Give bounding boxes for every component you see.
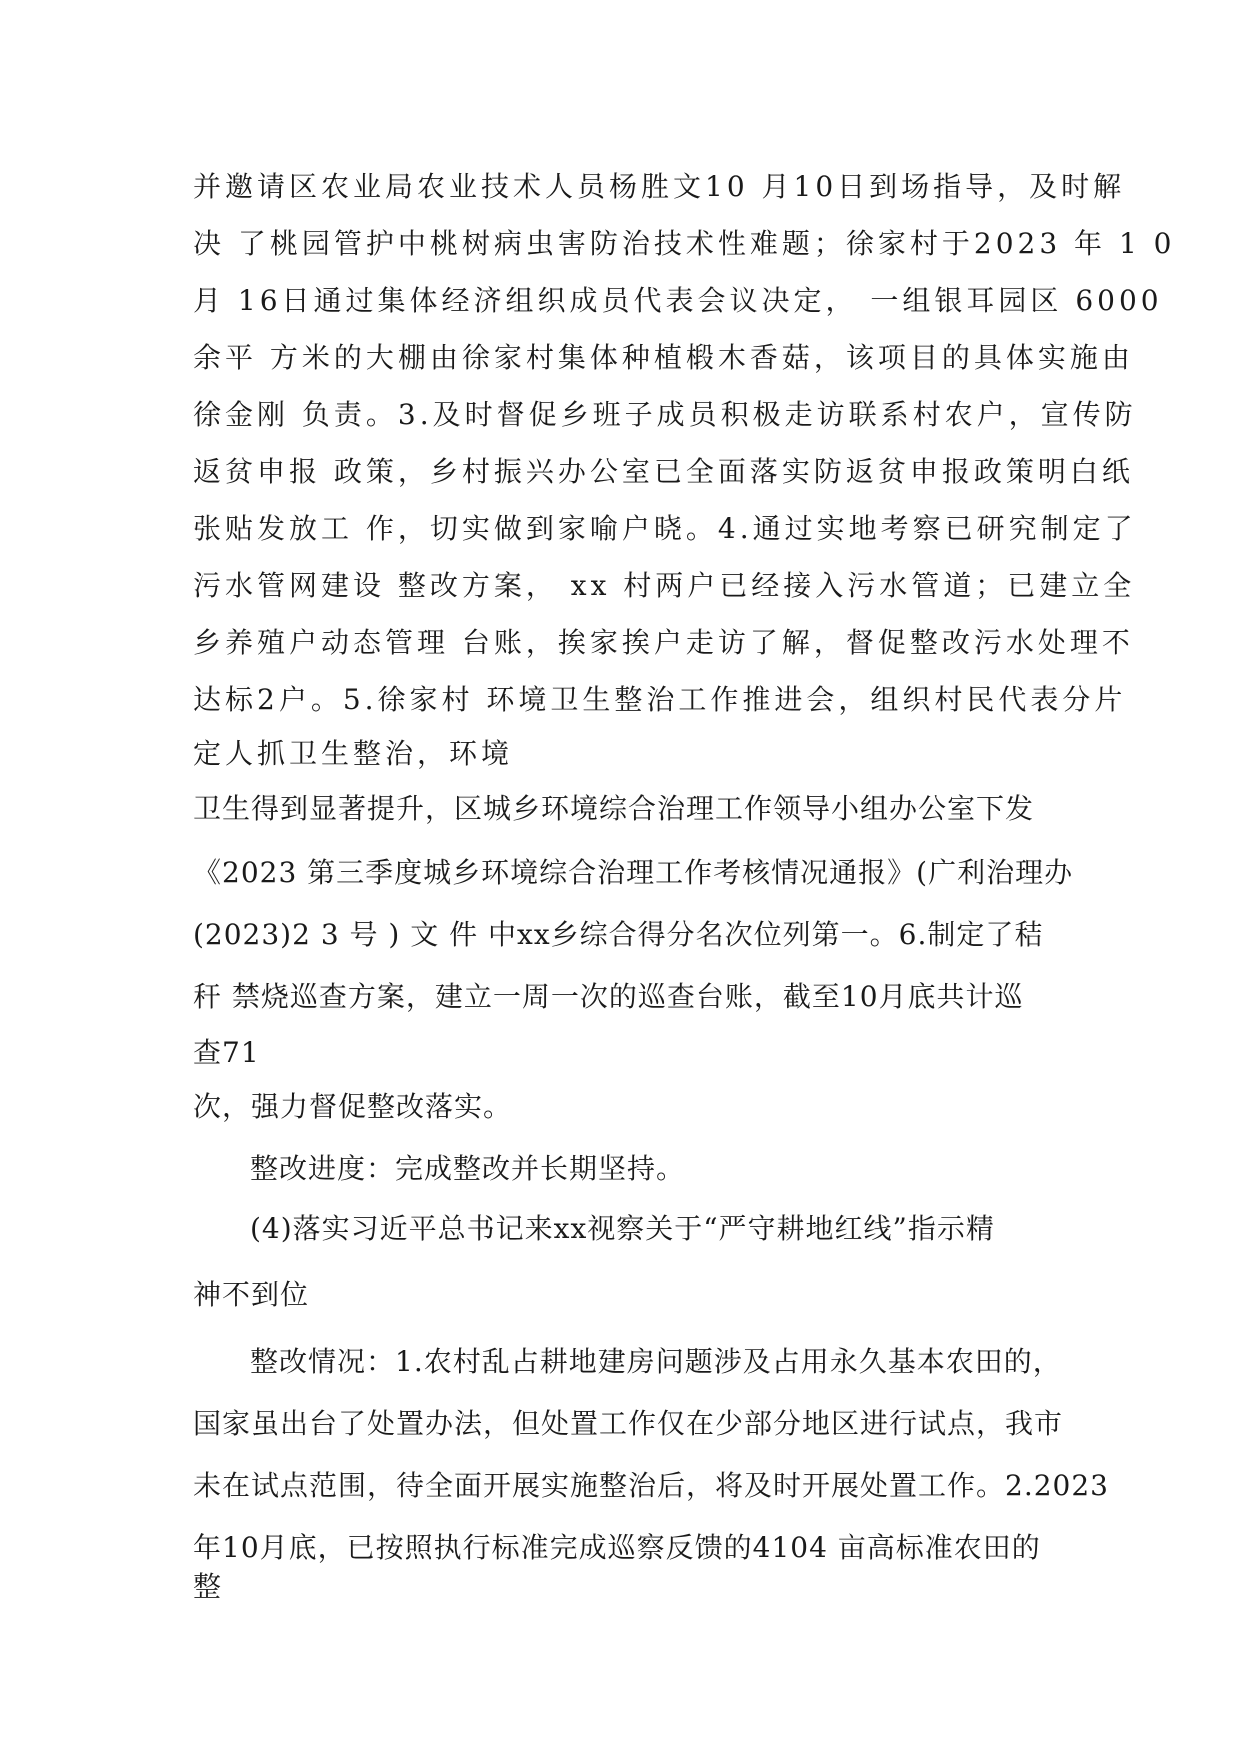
text-line: 次，强力督促整改落实。 — [193, 1090, 513, 1123]
text-line: 《2023 第三季度城乡环境综合治理工作考核情况通报》(广利治理办 — [193, 856, 1074, 889]
text-line: 返贫申报 政策，乡村振兴办公室已全面落实防返贫申报政策明白纸 — [193, 455, 1134, 488]
text-line: (2023)2 3 号 ) 文 件 中xx乡综合得分名次位列第一。6.制定了秸 — [193, 918, 1044, 951]
text-line: 达标2户。5.徐家村 环境卫生整治工作推进会，组织村民代表分片 — [193, 683, 1127, 716]
text-line: 月 16日通过集体经济组织成员代表会议决定， 一组银耳园区 6000 — [193, 284, 1163, 317]
text-line: 决 了桃园管护中桃树病虫害防治技术性难题；徐家村于2023 年 1 0 — [193, 227, 1176, 260]
text-line: 查71 — [193, 1036, 260, 1069]
text-line: 整改情况：1.农村乱占耕地建房问题涉及占用永久基本农田的， — [250, 1345, 1062, 1378]
text-line: 整改进度：完成整改并长期坚持。 — [250, 1152, 686, 1185]
text-line: 污水管网建设 整改方案， xx 村两户已经接入污水管道；已建立全 — [193, 569, 1136, 602]
text-line: 整 — [193, 1570, 223, 1603]
text-line: (4)落实习近平总书记来xx视察关于“严守耕地红线”指示精 — [250, 1212, 995, 1245]
text-line: 年10月底，已按照执行标准完成巡察反馈的4104 亩高标准农田的 — [193, 1531, 1041, 1564]
text-line: 乡养殖户动态管理 台账，挨家挨户走访了解，督促整改污水处理不 — [193, 626, 1134, 659]
text-line: 并邀请区农业局农业技术人员杨胜文10 月10日到场指导，及时解 — [193, 170, 1126, 203]
text-line: 定人抓卫生整治，环境 — [193, 737, 514, 770]
text-line: 神不到位 — [193, 1278, 310, 1311]
text-line: 卫生得到显著提升，区城乡环境综合治理工作领导小组办公室下发 — [193, 792, 1035, 825]
text-line: 张贴发放工 作，切实做到家喻户晓。4.通过实地考察已研究制定了 — [193, 512, 1137, 545]
text-line: 余平 方米的大棚由徐家村集体种植椴木香菇，该项目的具体实施由 — [193, 341, 1134, 374]
text-line: 国家虽出台了处置办法，但处置工作仅在少部分地区进行试点，我市 — [193, 1407, 1064, 1440]
text-line: 秆 禁烧巡查方案，建立一周一次的巡查台账，截至10月底共计巡 — [193, 980, 1024, 1013]
text-line: 未在试点范围，待全面开展实施整治后，将及时开展处置工作。2.2023 — [193, 1469, 1109, 1502]
text-line: 徐金刚 负责。3.及时督促乡班子成员积极走访联系村农户，宣传防 — [193, 398, 1137, 431]
